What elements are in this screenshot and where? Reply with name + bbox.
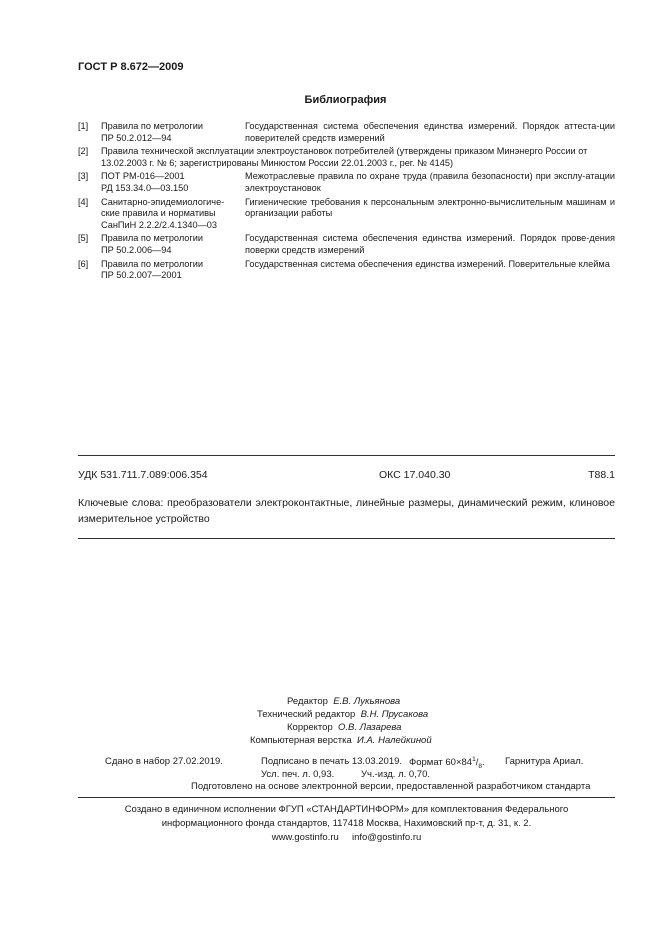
- entry-description: Гигиенические требования к персональным электронно-вычислительным машинам и организации работы: [245, 196, 615, 219]
- divider: [78, 538, 615, 539]
- entry-source: Санитарно-эпидемиологиче- ские правила и нормативы СанПиН 2.2.2/2.4.1340—03: [101, 196, 225, 230]
- entry-source: ПОТ РМ-016—2001 РД 153.34.0—03.150: [101, 171, 189, 193]
- footer-contacts: [78, 831, 615, 845]
- credit-layout: Компьютерная верстка И.А. Налейкиной: [250, 735, 432, 746]
- bibliography-entry: [78, 146, 615, 169]
- print-sheets: Усл. печ. л. 0,93.: [261, 769, 335, 780]
- entry-number: [3]: [78, 171, 89, 182]
- prepared-note: Подготовлено на основе электронной версии, предоставленной разработчиком стандарта: [191, 781, 591, 792]
- footer: [78, 803, 615, 845]
- bibliography-entry: [78, 171, 615, 194]
- website-link[interactable]: www.gostinfo.ru: [271, 832, 339, 843]
- divider: [78, 455, 615, 456]
- entry-number: [5]: [78, 233, 89, 244]
- entry-description: Правила технической эксплуатации электроустановок потребителей (утверждены приказом Минэнерго России от 13.02.2003 г. № 6; зарегистрированы Минюстом России 22.01.2003 г., рег. № 4145): [101, 146, 588, 168]
- bibliography-entry: [78, 259, 615, 282]
- entry-number: [1]: [78, 121, 89, 131]
- signed-date: Подписано в печать 13.03.2019.: [261, 756, 403, 767]
- entry-number: [2]: [78, 146, 89, 157]
- udk-code: УДК 531.711.7.089:006.354: [78, 469, 208, 481]
- entry-source: Правила по метрологии ПР 50.2.007—2001: [101, 258, 204, 281]
- bibliography-entry: [78, 197, 615, 232]
- entry-description: Государственная система обеспечения единства измерений. Порядок прове-дения поверки средств измерений: [245, 233, 615, 255]
- oks-code: ОКС 17.040.30: [379, 469, 451, 481]
- bibliography-title: Библиография: [304, 94, 387, 106]
- classification-code: Т88.1: [588, 469, 615, 481]
- credit-editor: Редактор Е.В. Лукьянова: [287, 696, 401, 707]
- bibliography-list: [78, 121, 615, 284]
- pub-sheets: Уч.-изд. л. 0,70.: [361, 769, 431, 780]
- entry-source: Правила по метрологии ПР 50.2.012—94: [101, 121, 204, 143]
- email-link[interactable]: info@gostinfo.ru: [351, 832, 422, 843]
- footer-line: Создано в единичном исполнении ФГУП «СТАНДАРТИНФОРМ» для комплектования Федерального: [124, 804, 569, 815]
- entry-number: [4]: [78, 196, 89, 207]
- entry-description: Государственная система обеспечения единства измерений. Порядок аттеста-ции поверителей средств измерений: [245, 121, 615, 143]
- entry-description: Государственная система обеспечения единства измерений. Поверительные клейма: [245, 258, 610, 269]
- entry-number: [6]: [78, 258, 89, 269]
- standard-header: ГОСТ Р 8.672—2009: [78, 61, 184, 73]
- entry-description: Межотраслевые правила по охране труда (правила безопасности) при эксплу-атации электроустановок: [245, 171, 615, 193]
- credit-tech-editor: Технический редактор В.Н. Прусакова: [257, 709, 429, 720]
- submitted-date: Сдано в набор 27.02.2019.: [105, 756, 223, 767]
- credit-corrector: Корректор О.В. Лазарева: [287, 722, 402, 733]
- entry-source: Правила по метрологии ПР 50.2.006—94: [101, 233, 204, 255]
- typeface: Гарнитура Ариал.: [505, 756, 584, 767]
- bibliography-entry: [78, 233, 615, 256]
- bibliography-entry: [78, 121, 615, 144]
- footer-line: информационного фонда стандартов, 117418 Москва, Нахимовский пр-т, д. 31, к. 2.: [161, 818, 532, 829]
- divider: [78, 797, 615, 798]
- format: Формат $60\times 84^1/_8$.: [409, 756, 485, 771]
- keywords: Ключевые слова: преобразователи электроконтактные, линейные размеры, динамический режим, клиновое измерительное устройство: [78, 497, 615, 525]
